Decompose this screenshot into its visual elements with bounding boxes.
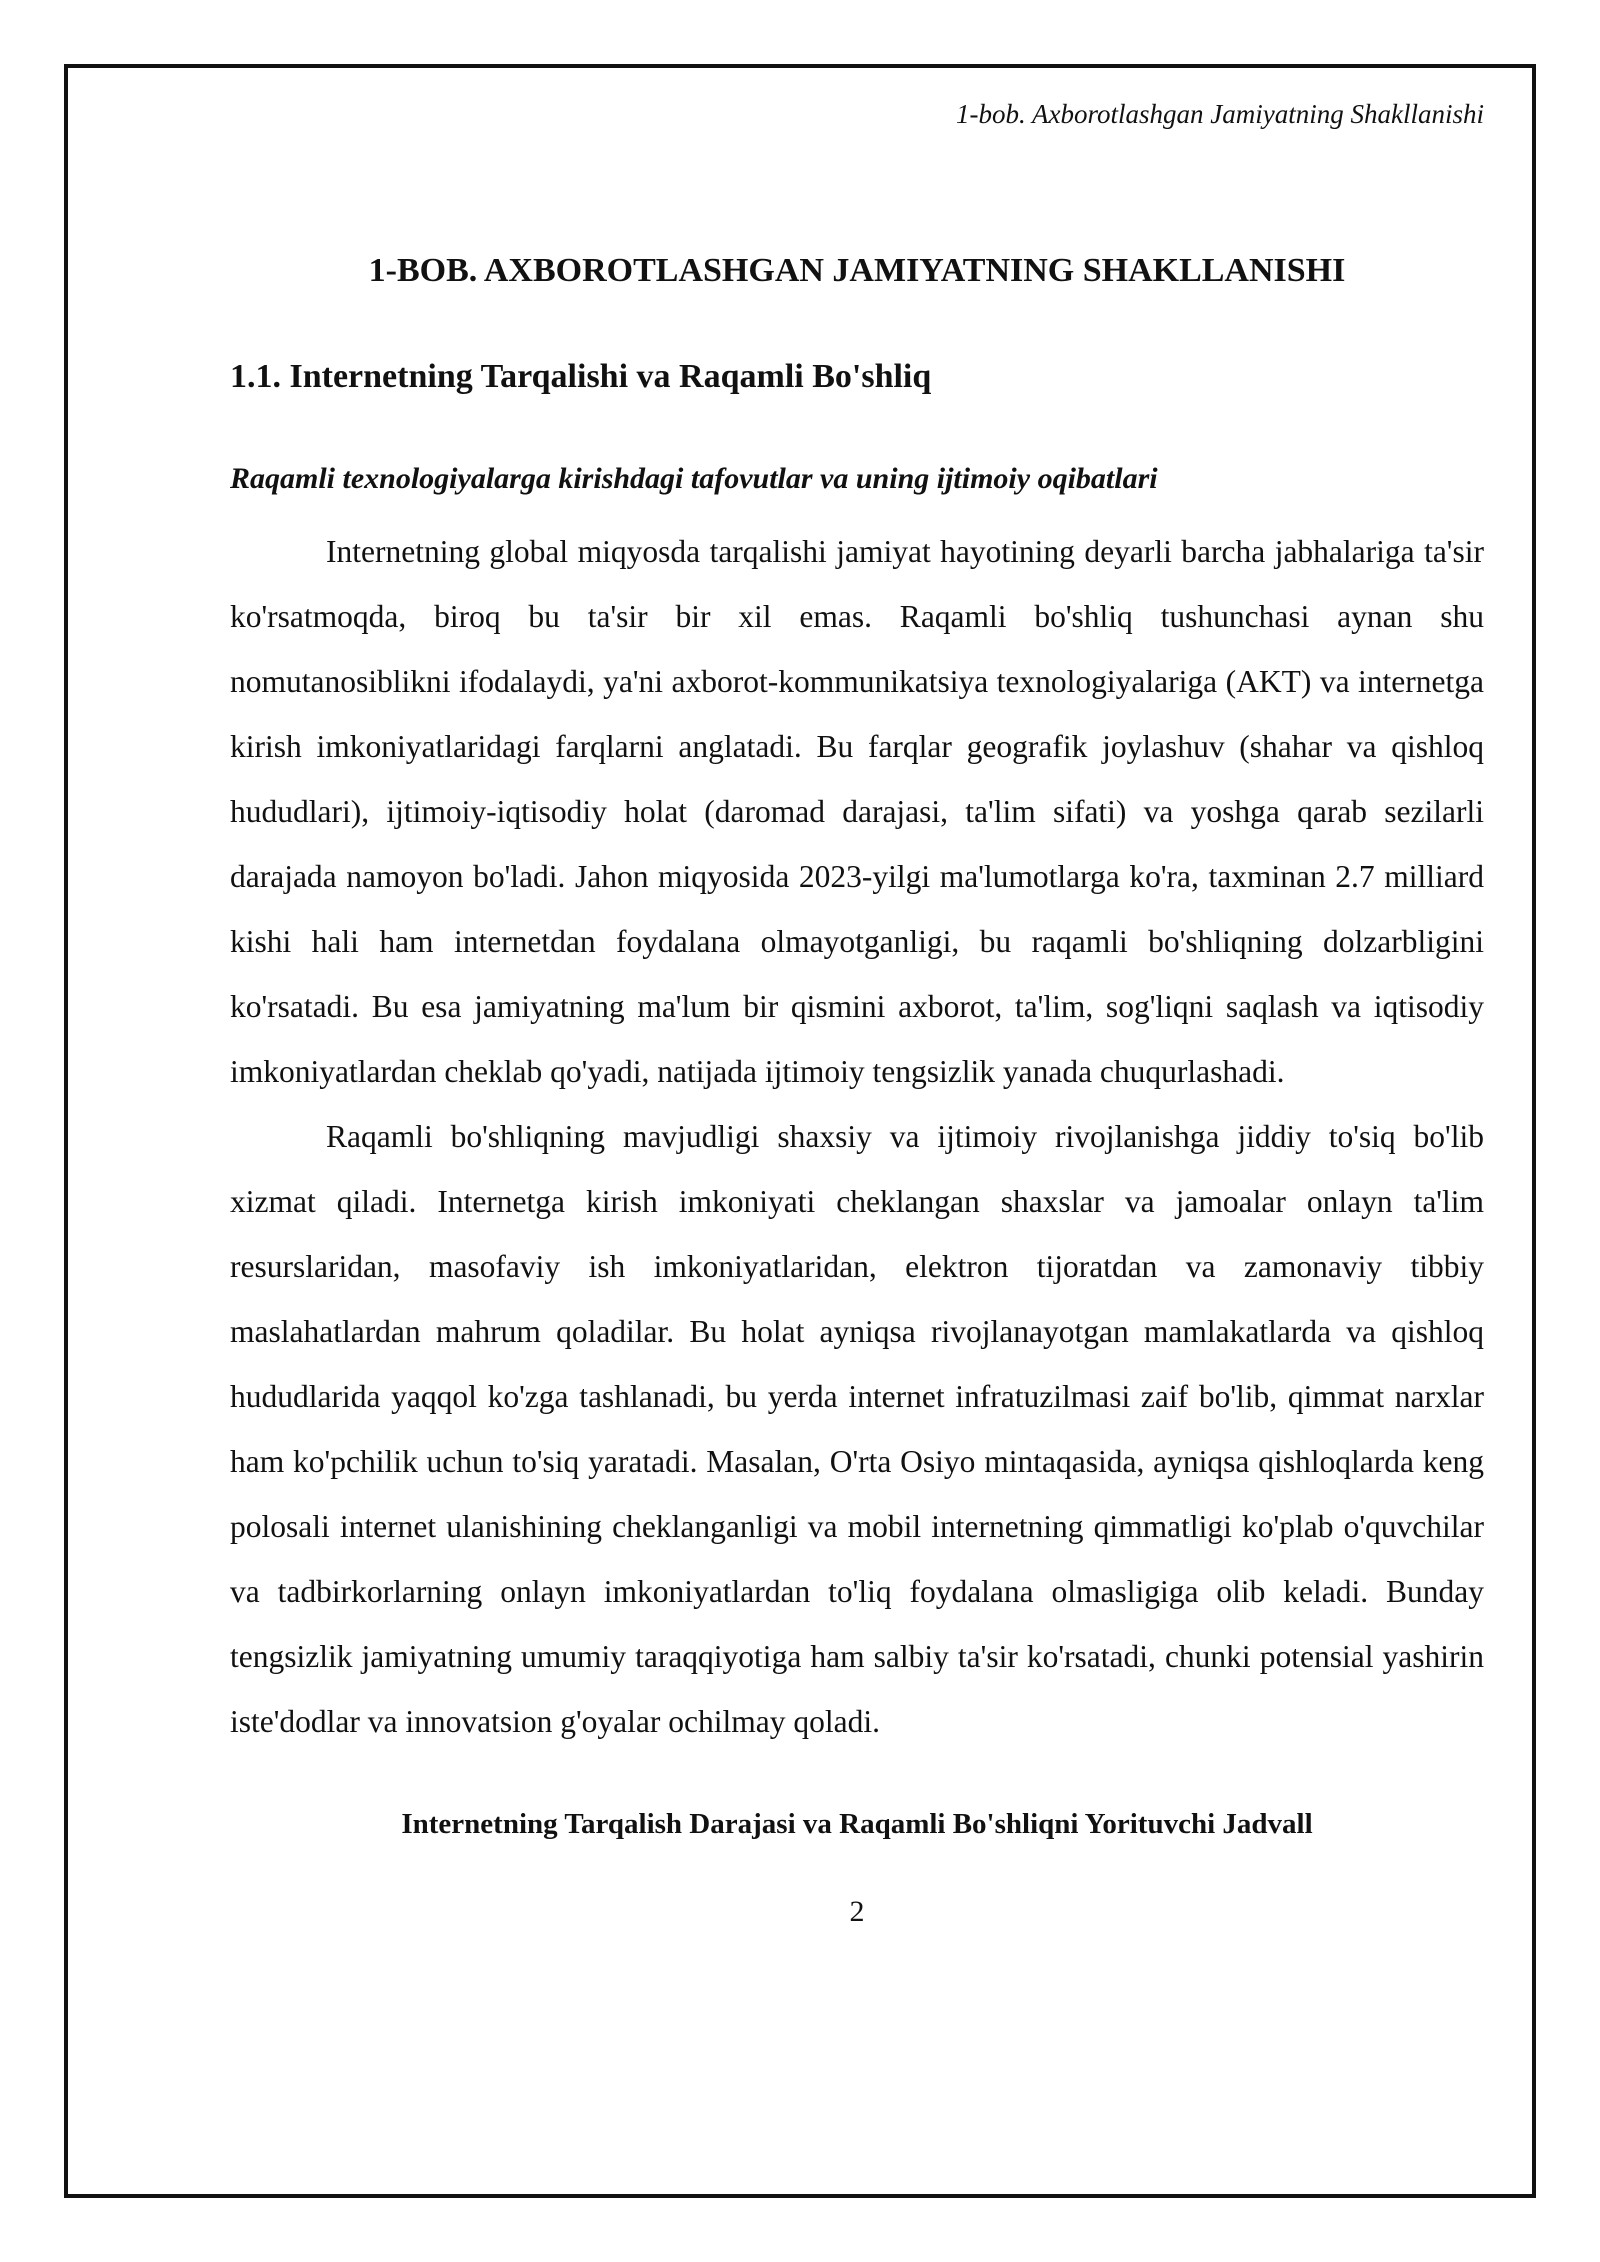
table-caption: Internetning Tarqalish Darajasi va Raqamli Bo'shliqni Yorituvchi Jadvall xyxy=(401,1808,1313,1840)
body-paragraph: Internetning global miqyosda tarqalishi jamiyat hayotining deyarli barcha jabhalariga ta'sir ko'rsatmoqda, biroq bu ta'sir bir xil emas. Raqamli bo'shliq tushunchasi aynan shu nomutanosiblikni ifodalaydi, ya'ni axborot-kommunikatsiya texnologiyalariga (AKT) va internetga kirish imkoniyatlaridagi farqlarni anglatadi. Bu farqlar geografik joylashuv (shahar va qishloq hududlari), ijtimoiy-iqtisodiy holat (daromad darajasi, ta'lim sifati) va yoshga qarab sezilarli darajada namoyon bo'ladi. Jahon miqyosida 2023-yilgi ma'lumotlarga ko'ra, taxminan 2.7 milliard kishi hali ham internetdan foydalana olmayotganligi, bu raqamli bo'shliqning dolzarbligini ko'rsatadi. Bu esa jamiyatning ma'lum bir qismini axborot, ta'lim, sog'liqni saqlash va iqtisodiy imkoniyatlardan cheklab qo'yadi, natijada ijtimoiy tengsizlik yanada chuqurlashadi. xyxy=(230,534,1484,1089)
page-content xyxy=(230,96,1484,1932)
running-header: 1-bob. Axborotlashgan Jamiyatning Shakllanishi xyxy=(956,99,1484,129)
section-subtitle: Raqamli texnologiyalarga kirishdagi tafovutlar va uning ijtimoiy oqibatlari xyxy=(230,462,1158,495)
chapter-title: 1-BOB. AXBOROTLASHGAN JAMIYATNING SHAKLLANISHI xyxy=(368,252,1346,289)
body-paragraph: Raqamli bo'shliqning mavjudligi shaxsiy va ijtimoiy rivojlanishga jiddiy to'siq bo'lib xizmat qiladi. Internetga kirish imkoniyati cheklangan shaxslar va jamoalar onlayn ta'lim resurslaridan, masofaviy ish imkoniyatlaridan, elektron tijoratdan va zamonaviy tibbiy maslahatlardan mahrum qoladilar. Bu holat ayniqsa rivojlanayotgan mamlakatlarda va qishloq hududlarida yaqqol ko'zga tashlanadi, bu yerda internet infratuzilmasi zaif bo'lib, qimmat narxlar ham ko'pchilik uchun to'siq yaratadi. Masalan, O'rta Osiyo mintaqasida, ayniqsa qishloqlarda keng polosali internet ulanishining cheklanganligi va mobil internetning qimmatligi ko'plab o'quvchilar va tadbirkorlarning onlayn imkoniyatlardan to'liq foydalana olmasligiga olib keladi. Bunday tengsizlik jamiyatning umumiy taraqqiyotiga ham salbiy ta'sir ko'rsatadi, chunki potensial yashirin iste'dodlar va innovatsion g'oyalar ochilmay qoladi. xyxy=(230,1119,1484,1739)
section-title: 1.1. Internetning Tarqalishi va Raqamli Bo'shliq xyxy=(230,358,932,395)
page-number: 2 xyxy=(849,1895,865,1928)
